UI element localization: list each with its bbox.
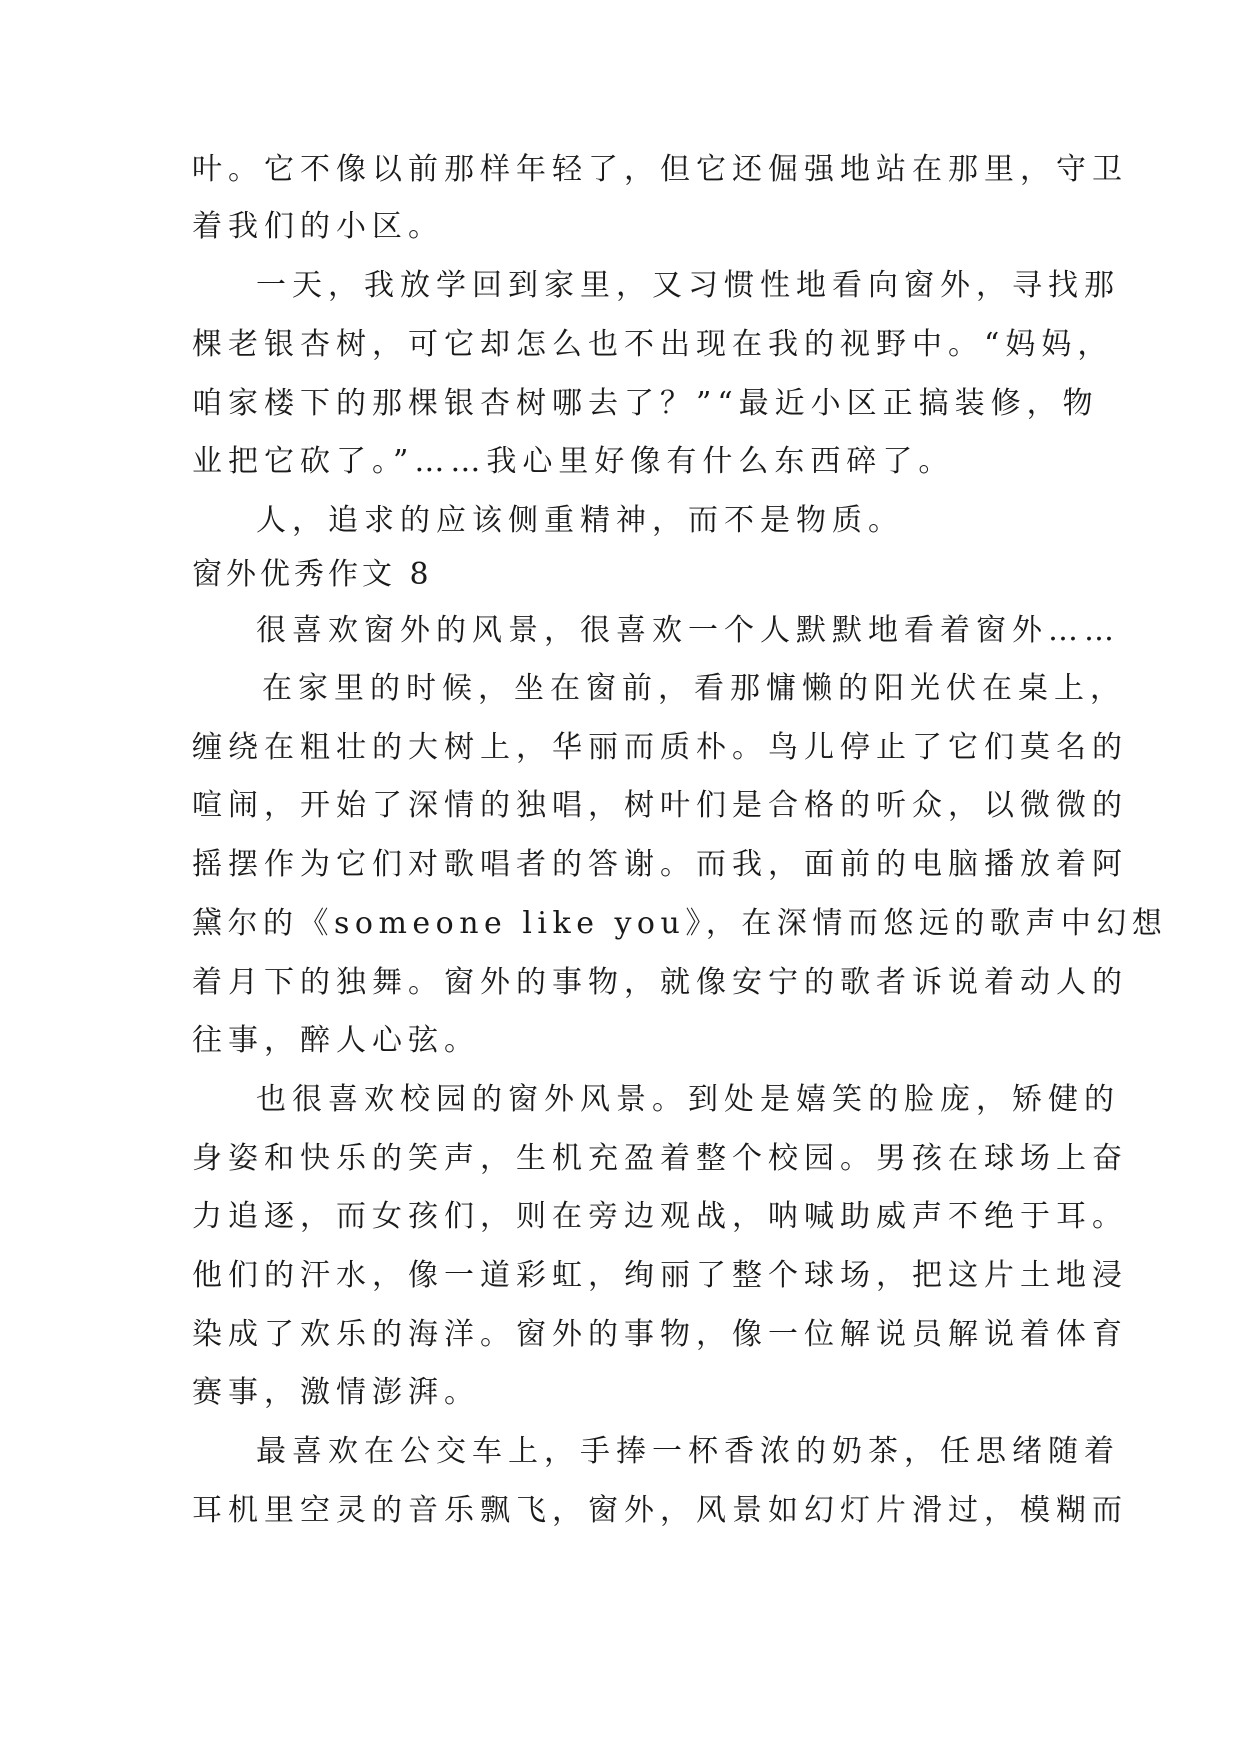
- paragraph-line: 一天，我放学回到家里，又习惯性地看向窗外，寻找那: [256, 268, 1120, 303]
- paragraph-line: 最喜欢在公交车上，手捧一杯香浓的奶茶，任思绪随着: [256, 1434, 1120, 1469]
- paragraph-line: 往事，醉人心弦。: [192, 1023, 480, 1058]
- paragraph-line: 着月下的独舞。窗外的事物，就像安宁的歌者诉说着动人的: [192, 965, 1128, 1000]
- paragraph-line: 叶。它不像以前那样年轻了，但它还倔强地站在那里，守卫: [192, 152, 1128, 187]
- paragraph-line: 他们的汗水，像一道彩虹，绚丽了整个球场，把这片土地浸: [192, 1258, 1128, 1293]
- paragraph-line: 很喜欢窗外的风景，很喜欢一个人默默地看着窗外……: [256, 613, 1120, 648]
- paragraph-line: 身姿和快乐的笑声，生机充盈着整个校园。男孩在球场上奋: [192, 1141, 1128, 1176]
- paragraph-line: 染成了欢乐的海洋。窗外的事物，像一位解说员解说着体育: [192, 1317, 1128, 1352]
- paragraph-line: 咱家楼下的那棵银杏树哪去了？”“最近小区正搞装修，物: [192, 386, 1099, 421]
- paragraph-line: 着我们的小区。: [192, 209, 444, 244]
- paragraph-line: 赛事，激情澎湃。: [192, 1375, 480, 1410]
- section-heading: 窗外优秀作文 8: [192, 557, 433, 592]
- paragraph-line: 也很喜欢校园的窗外风景。到处是嬉笑的脸庞，矫健的: [256, 1082, 1120, 1117]
- paragraph-line: 缠绕在粗壮的大树上，华丽而质朴。鸟儿停止了它们莫名的: [192, 730, 1128, 765]
- paragraph-line: 在家里的时候，坐在窗前，看那慵懒的阳光伏在桌上，: [262, 671, 1126, 706]
- paragraph-line: 人，追求的应该侧重精神，而不是物质。: [256, 503, 904, 538]
- paragraph-line: 业把它砍了。”……我心里好像有什么东西碎了。: [192, 444, 955, 479]
- paragraph-line: 棵老银杏树，可它却怎么也不出现在我的视野中。“妈妈，: [192, 327, 1114, 362]
- paragraph-line: 摇摆作为它们对歌唱者的答谢。而我，面前的电脑播放着阿: [192, 847, 1128, 882]
- paragraph-line: 黛尔的《someone like you》，在深情而悠远的歌声中幻想: [192, 906, 1168, 941]
- paragraph-line: 喧闹，开始了深情的独唱，树叶们是合格的听众，以微微的: [192, 788, 1128, 823]
- paragraph-line: 耳机里空灵的音乐飘飞，窗外，风景如幻灯片滑过，模糊而: [192, 1493, 1128, 1528]
- paragraph-line: 力追逐，而女孩们，则在旁边观战，呐喊助威声不绝于耳。: [192, 1199, 1128, 1234]
